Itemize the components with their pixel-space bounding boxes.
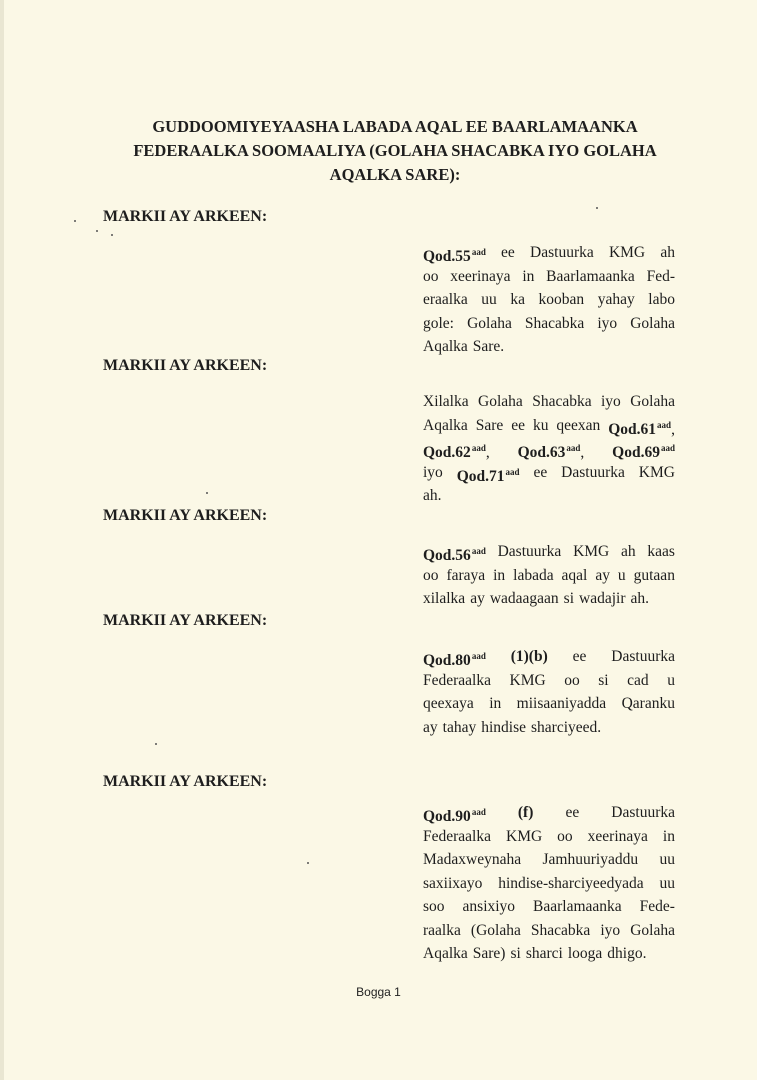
section-heading: MARKII AY ARKEEN: [103,208,268,225]
paragraph-line [423,564,675,588]
word: Golaha [467,314,512,332]
word: xeerinaya [587,827,648,845]
word: (Golaha [470,921,521,939]
word: hindise [481,718,526,736]
article-paragraph [423,390,675,508]
word: ah [660,244,675,261]
word: Dastuurka [530,244,594,261]
article-reference: Qod.62$^{aad}$, [423,443,490,461]
scan-speck [111,234,113,236]
paragraph-line [423,437,675,461]
word: iyo [601,393,621,410]
word: oo [564,671,580,689]
word: u [617,566,626,584]
word: Federaalka [423,671,491,689]
word: iyo [600,921,621,939]
page-edge [0,0,4,1080]
word: Dastuurka [611,804,675,821]
article-paragraph [423,801,675,966]
word: Aqalka [423,945,468,962]
word: wadaagaan [489,590,559,607]
word: miisaaniyadda [516,695,607,712]
word: Golaha [630,921,675,939]
word: Sare) [472,945,506,962]
scan-speck [96,230,98,232]
article-reference: Qod.90$^{aad}$ [423,807,486,825]
word: Jamhuuriyaddu [542,851,639,868]
word: in [662,827,675,845]
word: iyo [597,314,618,332]
word: gole: [423,314,454,332]
title-line: GUDDOOMIYEYAASHA LABADA AQAL EE BAARLAMAANKA [152,117,638,136]
word: ee [533,463,548,481]
article-clause: (f) [517,804,534,821]
word: Qaranku [621,695,675,712]
word: xeerinaya [450,267,511,285]
paragraph-line [423,540,675,564]
paragraph-line [423,669,675,693]
word: labo [648,291,675,308]
article-paragraph [423,241,675,359]
word: Federaalka [423,827,491,845]
word: uu [659,851,675,868]
word: ee [511,416,525,434]
word: yahay [597,291,635,308]
paragraph-line [423,942,675,966]
scan-speck [155,743,157,745]
paragraph-line [423,825,675,849]
word: ah [621,543,636,560]
paragraph-line [423,312,675,336]
word: in [493,566,506,584]
word: Dastuurka [497,543,562,560]
word: Dastuurka [611,648,675,665]
word: raalka [423,921,461,939]
word: gutaan [633,566,675,584]
paragraph-line [423,872,675,896]
word: ah. [630,590,650,607]
word: hindise-sharciyeedyada [498,874,644,892]
word: ee [501,244,515,261]
paragraph-line [423,461,675,485]
word: wadajir [579,590,626,607]
article-reference: Qod.80$^{aad}$ [423,651,486,669]
word: Shacabka [532,393,592,410]
word: Baarlamaanka [546,267,635,285]
paragraph-line [423,692,675,716]
title-line: FEDERAALKA SOOMAALIYA (GOLAHA SHACABKA IYO GOLAHA [133,141,657,160]
word: saxiixayo [423,874,483,892]
paragraph-line [423,265,675,289]
word: Golaha [630,314,675,332]
word: Golaha [630,393,675,410]
word: aqal [561,566,588,584]
word: looga [567,945,603,962]
word: Golaha [478,393,523,410]
word: Fede- [639,898,675,915]
word: si [598,671,609,689]
word: Shacabka [530,921,591,939]
word: cad [627,671,649,689]
word: in [522,267,535,285]
word: faraya [446,566,486,584]
word: Madaxweynaha [423,851,522,868]
article-paragraph [423,645,675,739]
scan-speck [74,220,76,222]
word: Fed- [646,267,675,285]
paragraph-line [423,414,675,438]
section-heading: MARKII AY ARKEEN: [103,507,268,524]
word: qeexan [556,416,601,434]
word: sharci [525,945,563,962]
scan-speck [596,207,598,209]
word: labada [513,566,554,584]
paragraph-line [423,335,675,359]
word: Shacabka [524,314,585,332]
word: KMG [509,671,546,689]
word: ay [595,566,610,584]
word: ka [510,291,525,308]
word: sharciyeed. [531,718,602,736]
word: KMG [573,543,610,560]
section-heading: MARKII AY ARKEEN: [103,612,268,629]
word: tahay [442,718,477,736]
article-clause: (1)(b) [510,648,548,665]
word: ay [423,718,438,736]
word: oo [557,827,573,845]
article-reference: Qod.56$^{aad}$ [423,546,486,564]
word: ku [532,416,549,434]
article-reference: Qod.61$^{aad}$, [608,419,675,438]
document-title [100,115,690,187]
word: in [489,695,502,712]
section-heading: MARKII AY ARKEEN: [103,357,268,374]
paragraph-line [423,716,675,740]
word: ansixiyo [462,898,516,915]
article-reference: Qod.55$^{aad}$ [423,247,486,265]
word: Sare. [472,338,505,355]
word: ah. [423,487,442,504]
word: ee [565,804,580,821]
word: ay [470,590,485,607]
word: si [563,590,575,607]
paragraph-line [423,390,675,414]
word: u [667,671,675,689]
word: eraalka [423,291,468,308]
word: dhigo. [607,945,647,962]
paragraph-line [423,241,675,265]
paragraph-line [423,919,675,943]
section-heading: MARKII AY ARKEEN: [103,773,268,790]
article-reference: Qod.69$^{aad}$ [612,443,675,461]
paragraph-line [423,484,675,508]
paragraph-line [423,801,675,825]
word: uu [659,874,675,892]
word: xilalka [423,590,466,607]
word: Aqalka [423,416,468,434]
word: qeexaya [423,695,474,712]
word: kaas [647,543,675,560]
paragraph-line [423,895,675,919]
word: Baarlamaanka [533,898,622,915]
word: Aqalka [423,338,468,355]
word: KMG [506,827,543,845]
word: oo [423,267,439,285]
page-footer: Bogga 1 [356,985,401,999]
word: si [510,945,521,962]
paragraph-line [423,848,675,872]
word: Sare [475,416,504,434]
word: soo [423,898,445,915]
word: Dastuurka [561,463,625,481]
word: Xilalka [423,393,469,410]
paragraph-line [423,645,675,669]
word: uu [481,291,497,308]
scan-speck [206,492,208,494]
title-line: AQALKA SARE): [329,165,461,184]
word: ee [572,648,587,665]
word: KMG [638,463,675,481]
word: kooban [538,291,585,308]
article-reference: Qod.71$^{aad}$ [456,466,520,485]
word: KMG [608,244,646,261]
word: oo [423,566,439,584]
article-reference: Qod.63$^{aad}$, [517,443,585,461]
scan-speck [307,862,309,864]
article-paragraph [423,540,675,611]
paragraph-line [423,288,675,312]
word: iyo [423,463,443,481]
paragraph-line [423,587,675,611]
